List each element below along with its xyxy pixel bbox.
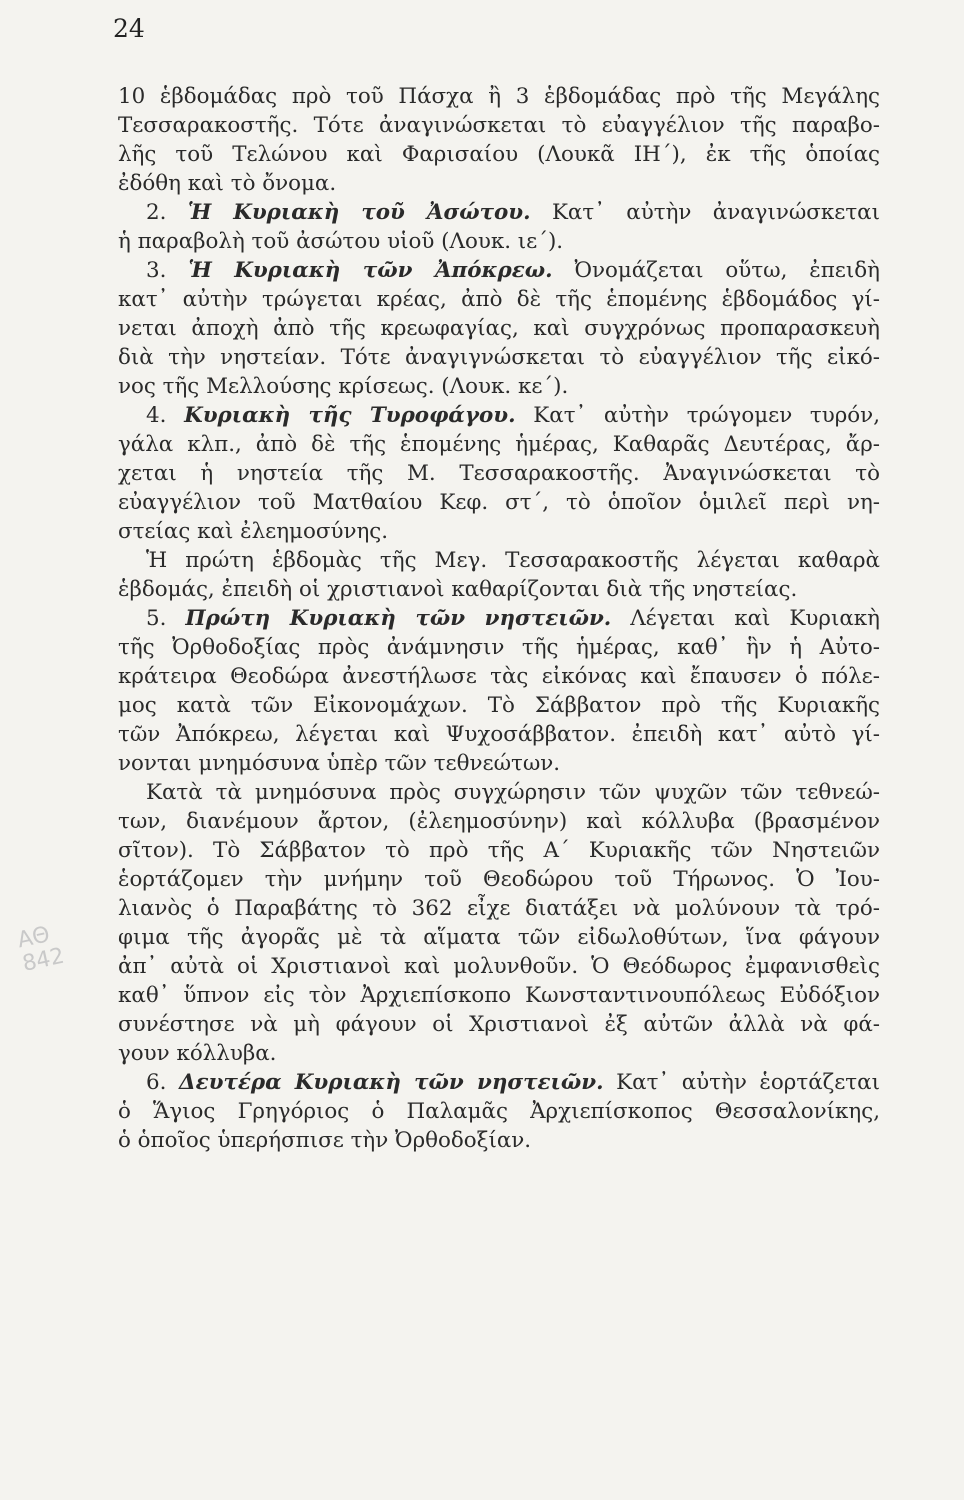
item-number: 2. — [146, 200, 167, 225]
text-line: γουν κόλλυβα. — [118, 1041, 277, 1066]
text-line: ὁ ὁποῖος ὑπερήσπισε τὴν Ὀρθοδοξίαν. — [118, 1128, 532, 1153]
text-line — [118, 256, 880, 285]
text-fragment: Κατ᾽ αὐτὴν τρώγομεν τυρόν, — [515, 403, 880, 428]
section-heading: Πρώτη Κυριακὴ τῶν νηστειῶν. — [185, 606, 612, 631]
page-number: 24 — [113, 14, 145, 43]
paragraph — [118, 546, 880, 604]
margin-note — [15, 921, 66, 977]
text-line: Κατὰ τὰ μνημόσυνα πρὸς συγχώρησιν τῶν ψυχῶν τῶν τεθνεώ- — [146, 780, 880, 805]
text-fragment: Κατ᾽ αὐτὴν ἀναγινώσκεται — [530, 200, 880, 225]
text-line: γάλα κλπ., ἀπὸ δὲ τῆς ἑπομένης ἡμέρας, Καθαρᾶς Δευτέρας, ἄρ- — [118, 432, 880, 457]
paragraph — [118, 256, 880, 401]
text-line: συνέστησε νὰ μὴ φάγουν οἱ Χριστιανοὶ ἐξ αὐτῶν ἀλλὰ νὰ φά- — [118, 1012, 880, 1037]
text-line: νονται μνημόσυνα ὑπὲρ τῶν τεθνεώτων. — [118, 751, 561, 776]
item-number: 4. — [146, 403, 167, 428]
paragraph — [118, 778, 880, 1068]
section-heading: Δευτέρα Κυριακὴ τῶν νηστειῶν. — [179, 1070, 604, 1095]
section-heading: Κυριακὴ τῆς Τυροφάγου. — [184, 403, 516, 428]
text-line: ἑβδομάς, ἐπειδὴ οἱ χριστιανοὶ καθαρίζονται διὰ τῆς νηστείας. — [118, 577, 798, 602]
text-line: λιανὸς ὁ Παραβάτης τὸ 362 εἶχε διατάξει νὰ μολύνουν τὰ τρό- — [118, 896, 880, 921]
text-line: κατ᾽ αὐτὴν τρώγεται κρέας, ἀπὸ δὲ τῆς ἑπομένης ἑβδομάδος γί- — [118, 287, 880, 312]
text-line: σῖτον). Τὸ Σάββατον τὸ πρὸ τῆς Α΄ Κυριακῆς τῶν Νηστειῶν — [118, 838, 880, 863]
paragraph — [118, 401, 880, 546]
paragraph — [118, 604, 880, 778]
text-line: νεται ἀποχὴ ἀπὸ τῆς κρεωφαγίας, καὶ συγχρόνως προπαρασκευὴ — [118, 316, 880, 341]
text-line — [118, 1068, 880, 1097]
text-line: ἡ παραβολὴ τοῦ ἀσώτου υἱοῦ (Λουκ. ιε΄). — [118, 229, 564, 254]
text-line: νος τῆς Μελλούσης κρίσεως. (Λουκ. κε΄). — [118, 374, 569, 399]
margin-note-line: 842 — [20, 943, 67, 977]
text-line — [118, 604, 880, 633]
text-fragment: Κατ᾽ αὐτὴν ἑορτάζεται — [603, 1070, 880, 1095]
text-line: εὐαγγέλιον τοῦ Ματθαίου Κεφ. στ΄, τὸ ὁποῖον ὁμιλεῖ περὶ νη- — [118, 490, 880, 515]
text-line: λῆς τοῦ Τελώνου καὶ Φαρισαίου (Λουκᾶ ΙΗ΄), ἐκ τῆς ὁποίας — [118, 142, 880, 167]
item-number: 3. — [146, 258, 167, 283]
text-line: χεται ἡ νηστεία τῆς Μ. Τεσσαρακοστῆς. Ἀναγινώσκεται τὸ — [118, 461, 880, 486]
text-line: τῆς Ὀρθοδοξίας πρὸς ἀνάμνησιν τῆς ἡμέρας, καθ᾽ ἣν ἡ Αὐτο- — [118, 635, 880, 660]
text-line: κράτειρα Θεοδώρα ἀνεστήλωσε τὰς εἰκόνας καὶ ἔπαυσεν ὁ πόλε- — [118, 664, 880, 689]
text-line: Ἡ πρώτη ἑβδομὰς τῆς Μεγ. Τεσσαρακοστῆς λέγεται καθαρὰ — [146, 548, 880, 573]
text-line: διὰ τὴν νηστείαν. Τότε ἀναγιγνώσκεται τὸ εὐαγγέλιον τῆς εἰκό- — [118, 345, 880, 370]
text-line — [118, 401, 880, 430]
margin-note-line: ΑΘ — [15, 922, 53, 954]
paragraph — [118, 198, 880, 256]
text-line: ὁ Ἅγιος Γρηγόριος ὁ Παλαμᾶς Ἀρχιεπίσκοπος Θεσσαλονίκης, — [118, 1099, 880, 1124]
paragraph — [118, 1068, 880, 1155]
text-line: Τεσσαρακοστῆς. Τότε ἀναγινώσκεται τὸ εὐαγγέλιον τῆς παραβο- — [118, 113, 880, 138]
text-line: ἀπ᾽ αὐτὰ οἱ Χριστιανοὶ καὶ μολυνθοῦν. Ὁ Θεόδωρος ἐμφανισθεὶς — [118, 954, 880, 979]
paragraph — [118, 82, 880, 198]
section-heading: Ἡ Κυριακὴ τῶν Ἀπόκρεω. — [188, 258, 553, 283]
text-fragment: Λέγεται καὶ Κυριακὴ — [611, 606, 880, 631]
text-line — [118, 198, 880, 227]
text-line: καθ᾽ ὕπνον εἰς τὸν Ἀρχιεπίσκοπο Κωνσταντινουπόλεως Εὐδόξιον — [118, 983, 880, 1008]
page-body — [118, 82, 880, 1155]
text-line: ἑορτάζομεν τὴν μνήμην τοῦ Θεοδώρου τοῦ Τήρωνος. Ὁ Ἰου- — [118, 867, 880, 892]
text-line: φιμα τῆς ἀγορᾶς μὲ τὰ αἵματα τῶν εἰδωλοθύτων, ἵνα φάγουν — [118, 925, 880, 950]
text-line: τῶν Ἀπόκρεω, λέγεται καὶ Ψυχοσάββατον. ἐπειδὴ κατ᾽ αὐτὸ γί- — [118, 722, 880, 747]
text-line: 10 ἑβδομάδας πρὸ τοῦ Πάσχα ἢ 3 ἑβδομάδας πρὸ τῆς Μεγάλης — [118, 84, 880, 109]
text-line: στείας καὶ ἐλεημοσύνης. — [118, 519, 389, 544]
text-line: μος κατὰ τῶν Εἰκονομάχων. Τὸ Σάββατον πρὸ τῆς Κυριακῆς — [118, 693, 880, 718]
item-number: 6. — [146, 1070, 167, 1095]
item-number: 5. — [146, 606, 167, 631]
section-heading: Ἡ Κυριακὴ τοῦ Ἀσώτου. — [187, 200, 531, 225]
text-fragment: Ὀνομάζεται οὕτω, ἐπειδὴ — [552, 258, 880, 283]
text-line: των, διανέμουν ἄρτον, (ἐλεημοσύνην) καὶ κόλλυβα (βρασμένον — [118, 809, 880, 834]
text-line: ἐδόθη καὶ τὸ ὄνομα. — [118, 171, 337, 196]
